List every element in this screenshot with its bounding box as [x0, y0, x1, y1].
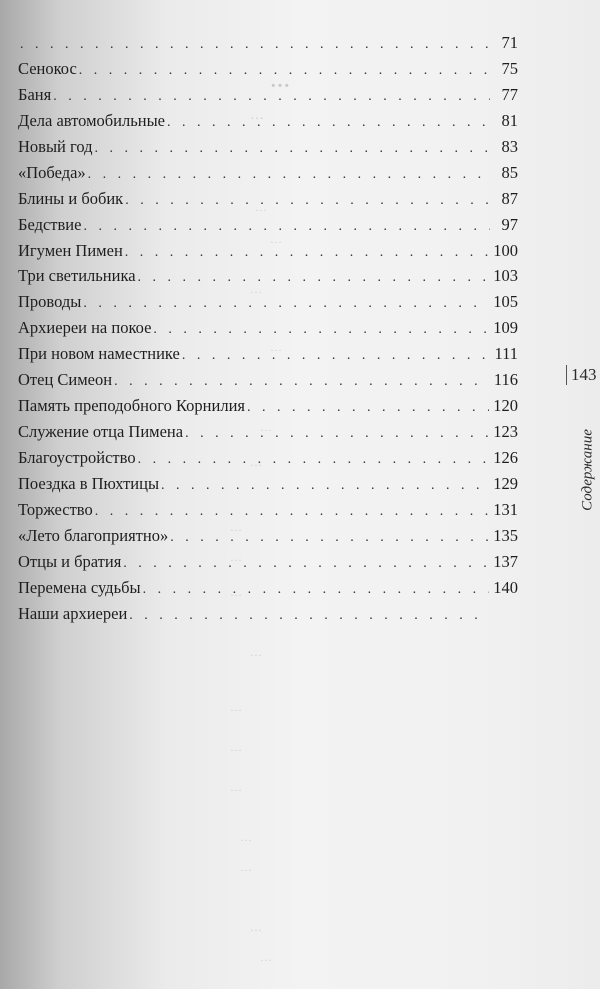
- toc-entry-page: 129: [493, 473, 518, 493]
- toc-entry-page: 135: [493, 525, 518, 545]
- toc-entry-page: 116: [493, 370, 518, 390]
- toc-leader-dots: [161, 473, 489, 499]
- toc-entry-title: Баня: [18, 84, 52, 104]
- toc-leader-dots: [88, 162, 490, 188]
- toc-leader-dots: [95, 136, 490, 162]
- toc-leader-dots: [123, 551, 489, 577]
- page-number: 143: [566, 365, 597, 385]
- toc-entry-page: 83: [501, 136, 518, 156]
- toc-entry: [18, 523, 518, 549]
- toc-leader-dots: [182, 343, 490, 369]
- toc-entry: [18, 263, 518, 289]
- toc-entry-page: 131: [493, 499, 518, 519]
- toc-leader-dots: [79, 58, 490, 84]
- toc-leader-dots: [138, 265, 490, 291]
- toc-entry-page: 123: [493, 422, 518, 442]
- toc-entry-title: Блины и бобик: [18, 188, 124, 208]
- toc-entry: [18, 601, 518, 627]
- book-page: … … … … … … … … … … … … … … … … … … … . . . 71 Сенокос . . . 75 Баня . . . 77 Дела автомобильные . . . 81 Новый год . . . 83 «Победа» . . . 85 Блины и бобик . . . 87 Бедствие . . . 97 Игумен Пимен . . . 100 Три светильника . . . 103 Проводы . . . 105 Архиереи на покое . . . 109 При новом наместнике . . . 111 Отец Симеон . . . 116 Память преподобного Корнилия . . . 120 Служение отца Пимена . . . 123 Благоустройство . . . 126 Поездка в Пюхтицы . . . 129 Торжество . . . 131 «Лето благоприятно» . . . 135 Отцы и братия . . . 137 Перемена судьбы . . . 140 Наши архиереи . . . 143 Содержание: [0, 0, 600, 989]
- toc-entry: [18, 56, 518, 82]
- toc-entry-page: 71: [501, 33, 518, 52]
- toc-entry-title: Перемена судьбы: [18, 577, 141, 597]
- toc-entry-title: Наши архиереи: [18, 603, 128, 623]
- toc-leader-dots: [53, 84, 490, 110]
- toc-entry: [18, 419, 518, 445]
- toc-leader-dots: [125, 188, 490, 214]
- toc-leader-dots: [138, 447, 490, 473]
- toc-entry-page: 140: [493, 577, 518, 597]
- running-head: Содержание: [579, 429, 596, 511]
- toc-leader-dots: [95, 499, 490, 525]
- toc-entry-page: 137: [493, 551, 518, 571]
- toc-entry: [18, 497, 518, 523]
- toc-entry-page: 120: [493, 396, 518, 416]
- toc-entry: [18, 30, 518, 56]
- toc-entry-page: 109: [493, 318, 518, 338]
- toc-entry: [18, 367, 518, 393]
- toc-entry-title: Отцы и братия: [18, 551, 122, 571]
- toc-entry: [18, 160, 518, 186]
- toc-entry: [18, 471, 518, 497]
- toc-entry: [18, 82, 518, 108]
- toc-entry-title: При новом наместнике: [18, 344, 180, 364]
- toc-entry: [18, 341, 518, 367]
- toc-entry-title: Торжество: [18, 499, 93, 519]
- toc-entry-title: Архиереи на покое: [18, 318, 152, 338]
- toc-entry: [18, 575, 518, 601]
- toc-entry: [18, 134, 518, 160]
- toc-entry-title: Бедствие: [18, 214, 82, 234]
- toc-leader-dots: [247, 395, 489, 421]
- toc-entry: [18, 238, 518, 264]
- toc-leader-dots: [83, 291, 489, 317]
- toc-entry: [18, 549, 518, 575]
- toc-leader-dots: [143, 577, 490, 603]
- toc-entry-title: Дела автомобильные: [18, 110, 166, 130]
- toc-entry-title: Новый год: [18, 136, 93, 156]
- toc-entry-page: 97: [501, 214, 518, 234]
- toc-entry-page: 75: [501, 58, 518, 78]
- toc-entry-page: 111: [494, 344, 518, 364]
- toc-entry-page: 87: [501, 188, 518, 208]
- toc-entry: [18, 289, 518, 315]
- toc-entry-title: Сенокос: [18, 58, 77, 78]
- toc-entry-page: 105: [493, 292, 518, 312]
- toc-entry-title: «Победа»: [18, 162, 86, 182]
- toc-leader-dots: [125, 240, 489, 266]
- toc-entry: [18, 212, 518, 238]
- toc-entry-title: «Лето благоприятно»: [18, 525, 169, 545]
- toc-leader-dots: [20, 32, 490, 58]
- toc-entry: [18, 315, 518, 341]
- toc-entry: [18, 445, 518, 471]
- toc-entry-title: Память преподобного Корнилия: [18, 396, 245, 416]
- toc-entry-title: Игумен Пимен: [18, 240, 123, 260]
- toc-entry-title: Проводы: [18, 292, 82, 312]
- toc-leader-dots: [129, 603, 490, 629]
- toc-leader-dots: [167, 110, 490, 136]
- table-of-contents: [18, 30, 518, 627]
- toc-entry: [18, 393, 518, 419]
- toc-leader-dots: [83, 214, 490, 240]
- toc-entry-page: 100: [493, 240, 518, 260]
- toc-entry-page: 85: [501, 162, 518, 182]
- toc-entry-title: Три светильника: [18, 266, 136, 286]
- toc-entry-title: Поездка в Пюхтицы: [18, 473, 160, 493]
- toc-entry-page: 103: [493, 266, 518, 286]
- toc-entry-title: Отец Симеон: [18, 370, 113, 390]
- toc-entry-page: 77: [501, 84, 518, 104]
- toc-leader-dots: [153, 317, 489, 343]
- toc-leader-dots: [170, 525, 489, 551]
- toc-entry-title: Благоустройство: [18, 448, 136, 467]
- toc-entry-title: Служение отца Пимена: [18, 422, 184, 442]
- toc-entry: [18, 108, 518, 134]
- toc-entry-page: 126: [493, 448, 518, 467]
- toc-entry: [18, 186, 518, 212]
- toc-entry-page: 81: [501, 110, 518, 130]
- toc-leader-dots: [185, 421, 489, 447]
- toc-leader-dots: [114, 369, 490, 395]
